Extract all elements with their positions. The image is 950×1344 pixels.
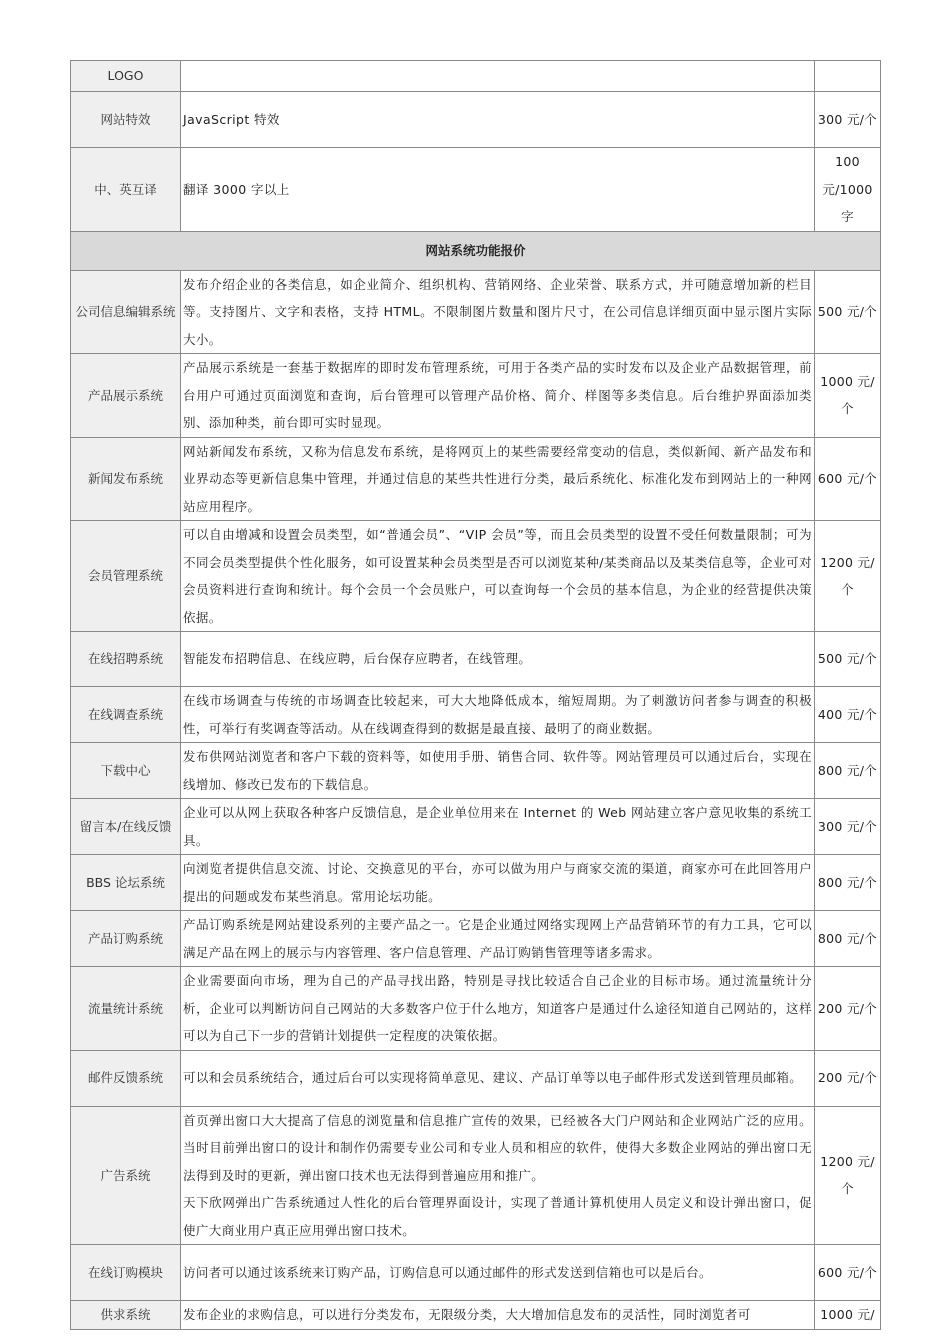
- table-row: [71, 632, 881, 687]
- row-desc: 可以自由增减和设置会员类型，如“普通会员”、“VIP 会员”等，而且会员类型的设置不受任何数量限制；可为不同会员类型提供个性化服务，如可设置某种会员类型是否可以浏览某种/某类商品以及某类信息等，企业可对会员资料进行查询和统计。每个会员一个会员账户，可以查询每一个会员的基本信息，为企业的经营提供决策依据。: [181, 521, 815, 632]
- row-name: 供求系统: [71, 1301, 181, 1330]
- row-desc: 产品订购系统是网站建设系列的主要产品之一。它是企业通过网络实现网上产品营销环节的有力工具，它可以满足产品在网上的展示与内容管理、客户信息管理、产品订购销售管理等诸多需求。: [181, 911, 815, 967]
- row-name: 公司信息编辑系统: [71, 270, 181, 354]
- row-price: 600 元/个: [815, 1245, 881, 1301]
- price-table: [70, 60, 881, 1330]
- row-name: 邮件反馈系统: [71, 1050, 181, 1106]
- row-name: BBS 论坛系统: [71, 855, 181, 911]
- row-desc: 可以和会员系统结合，通过后台可以实现将简单意见、建议、产品订单等以电子邮件形式发送到管理员邮箱。: [181, 1050, 815, 1106]
- table-row: [71, 1245, 881, 1301]
- row-desc: 企业需要面向市场，理为自己的产品寻找出路，特别是寻找比较适合自己企业的目标市场。通过流量统计分析，企业可以判断访问自己网站的大多数客户位于什么地方，知道客户是通过什么途径知道自己网站的，这样可以为自己下一步的营销计划提供一定程度的决策依据。: [181, 967, 815, 1051]
- row-desc: 翻译 3000 字以上: [181, 148, 815, 232]
- row-desc: 在线市场调查与传统的市场调查比较起来，可大大地降低成本，缩短周期。为了刺激访问者参与调查的积极性，可举行有奖调查等活动。从在线调查得到的数据是最直接、最明了的商业数据。: [181, 687, 815, 743]
- row-desc: 访问者可以通过该系统来订购产品，订购信息可以通过邮件的形式发送到信箱也可以是后台。: [181, 1245, 815, 1301]
- desc-paragraph: 天下欣网弹出广告系统通过人性化的后台管理界面设计，实现了普通计算机使用人员定义和设计弹出窗口，促使广大商业用户真正应用弹出窗口技术。: [183, 1195, 812, 1238]
- row-name: 网站特效: [71, 92, 181, 148]
- row-name: 中、英互译: [71, 148, 181, 232]
- price-table-page: [70, 60, 880, 1330]
- row-desc: 向浏览者提供信息交流、讨论、交换意见的平台，亦可以做为用户与商家交流的渠道，商家亦可在此回答用户提出的问题或发布某些消息。常用论坛功能。: [181, 855, 815, 911]
- table-row: [71, 799, 881, 855]
- row-desc: [181, 1106, 815, 1245]
- row-name: 流量统计系统: [71, 967, 181, 1051]
- row-name: 在线招聘系统: [71, 632, 181, 687]
- row-price: 800 元/个: [815, 855, 881, 911]
- row-name: 产品订购系统: [71, 911, 181, 967]
- row-desc: 发布供网站浏览者和客户下载的资料等，如使用手册、销售合同、软件等。网站管理员可以通过后台，实现在线增加、修改已发布的下载信息。: [181, 743, 815, 799]
- row-name: 留言本/在线反馈: [71, 799, 181, 855]
- row-name: 在线调查系统: [71, 687, 181, 743]
- table-row: [71, 521, 881, 632]
- row-price: 100 元/1000 字: [815, 148, 881, 232]
- section-row: [71, 231, 881, 270]
- row-price: 800 元/个: [815, 911, 881, 967]
- table-row: [71, 148, 881, 232]
- row-price: [815, 61, 881, 92]
- row-desc: 智能发布招聘信息、在线应聘，后台保存应聘者，在线管理。: [181, 632, 815, 687]
- row-desc: 发布企业的求购信息，可以进行分类发布，无限级分类，大大增加信息发布的灵活性，同时浏览者可: [181, 1301, 815, 1330]
- row-name: 广告系统: [71, 1106, 181, 1245]
- row-price: 400 元/个: [815, 687, 881, 743]
- table-row: [71, 967, 881, 1051]
- row-price: 500 元/个: [815, 270, 881, 354]
- row-price: 1200 元/个: [815, 521, 881, 632]
- table-row: [71, 687, 881, 743]
- section-title: 网站系统功能报价: [71, 231, 881, 270]
- table-row: [71, 92, 881, 148]
- row-name: LOGO: [71, 61, 181, 92]
- table-row: [71, 61, 881, 92]
- row-name: 新闻发布系统: [71, 437, 181, 521]
- row-price: 200 元/个: [815, 1050, 881, 1106]
- table-row: [71, 1050, 881, 1106]
- row-desc: 网站新闻发布系统，又称为信息发布系统，是将网页上的某些需要经常变动的信息，类似新闻、新产品发布和业界动态等更新信息集中管理，并通过信息的某些共性进行分类，最后系统化、标准化发布到网站上的一种网站应用程序。: [181, 437, 815, 521]
- row-price: 1200 元/个: [815, 1106, 881, 1245]
- table-row: [71, 743, 881, 799]
- row-desc: JavaScript 特效: [181, 92, 815, 148]
- table-row: [71, 270, 881, 354]
- row-desc: 企业可以从网上获取各种客户反馈信息，是企业单位用来在 Internet 的 Web 网站建立客户意见收集的系统工具。: [181, 799, 815, 855]
- row-name: 会员管理系统: [71, 521, 181, 632]
- row-desc: 产品展示系统是一套基于数据库的即时发布管理系统，可用于各类产品的实时发布以及企业产品数据管理，前台用户可通过页面浏览和查询，后台管理可以管理产品价格、简介、样图等多类信息。后台维护界面添加类别、添加种类，前台即可实时显现。: [181, 354, 815, 438]
- table-row: [71, 437, 881, 521]
- row-desc: [181, 61, 815, 92]
- table-row: [71, 1106, 881, 1245]
- row-price: 200 元/个: [815, 967, 881, 1051]
- table-row: [71, 354, 881, 438]
- row-name: 在线订购模块: [71, 1245, 181, 1301]
- row-price: 1000 元/: [815, 1301, 881, 1330]
- table-row: [71, 855, 881, 911]
- row-price: 300 元/个: [815, 92, 881, 148]
- row-price: 300 元/个: [815, 799, 881, 855]
- row-price: 600 元/个: [815, 437, 881, 521]
- row-price: 1000 元/个: [815, 354, 881, 438]
- desc-paragraph: 首页弹出窗口大大提高了信息的浏览量和信息推广宣传的效果，已经被各大门户网站和企业网站广泛的应用。当时目前弹出窗口的设计和制作仍需要专业公司和专业人员和相应的软件，使得大多数企业网站的弹出窗口无法得到及时的更新，弹出窗口技术也无法得到普遍应用和推广。: [183, 1112, 812, 1183]
- row-name: 产品展示系统: [71, 354, 181, 438]
- row-name: 下载中心: [71, 743, 181, 799]
- row-price: 800 元/个: [815, 743, 881, 799]
- table-row: [71, 911, 881, 967]
- row-price: 500 元/个: [815, 632, 881, 687]
- row-desc: 发布介绍企业的各类信息，如企业简介、组织机构、营销网络、企业荣誉、联系方式，并可随意增加新的栏目等。支持图片、文字和表格，支持 HTML。不限制图片数量和图片尺寸，在公司信息详细页面中显示图片实际大小。: [181, 270, 815, 354]
- table-row: [71, 1301, 881, 1330]
